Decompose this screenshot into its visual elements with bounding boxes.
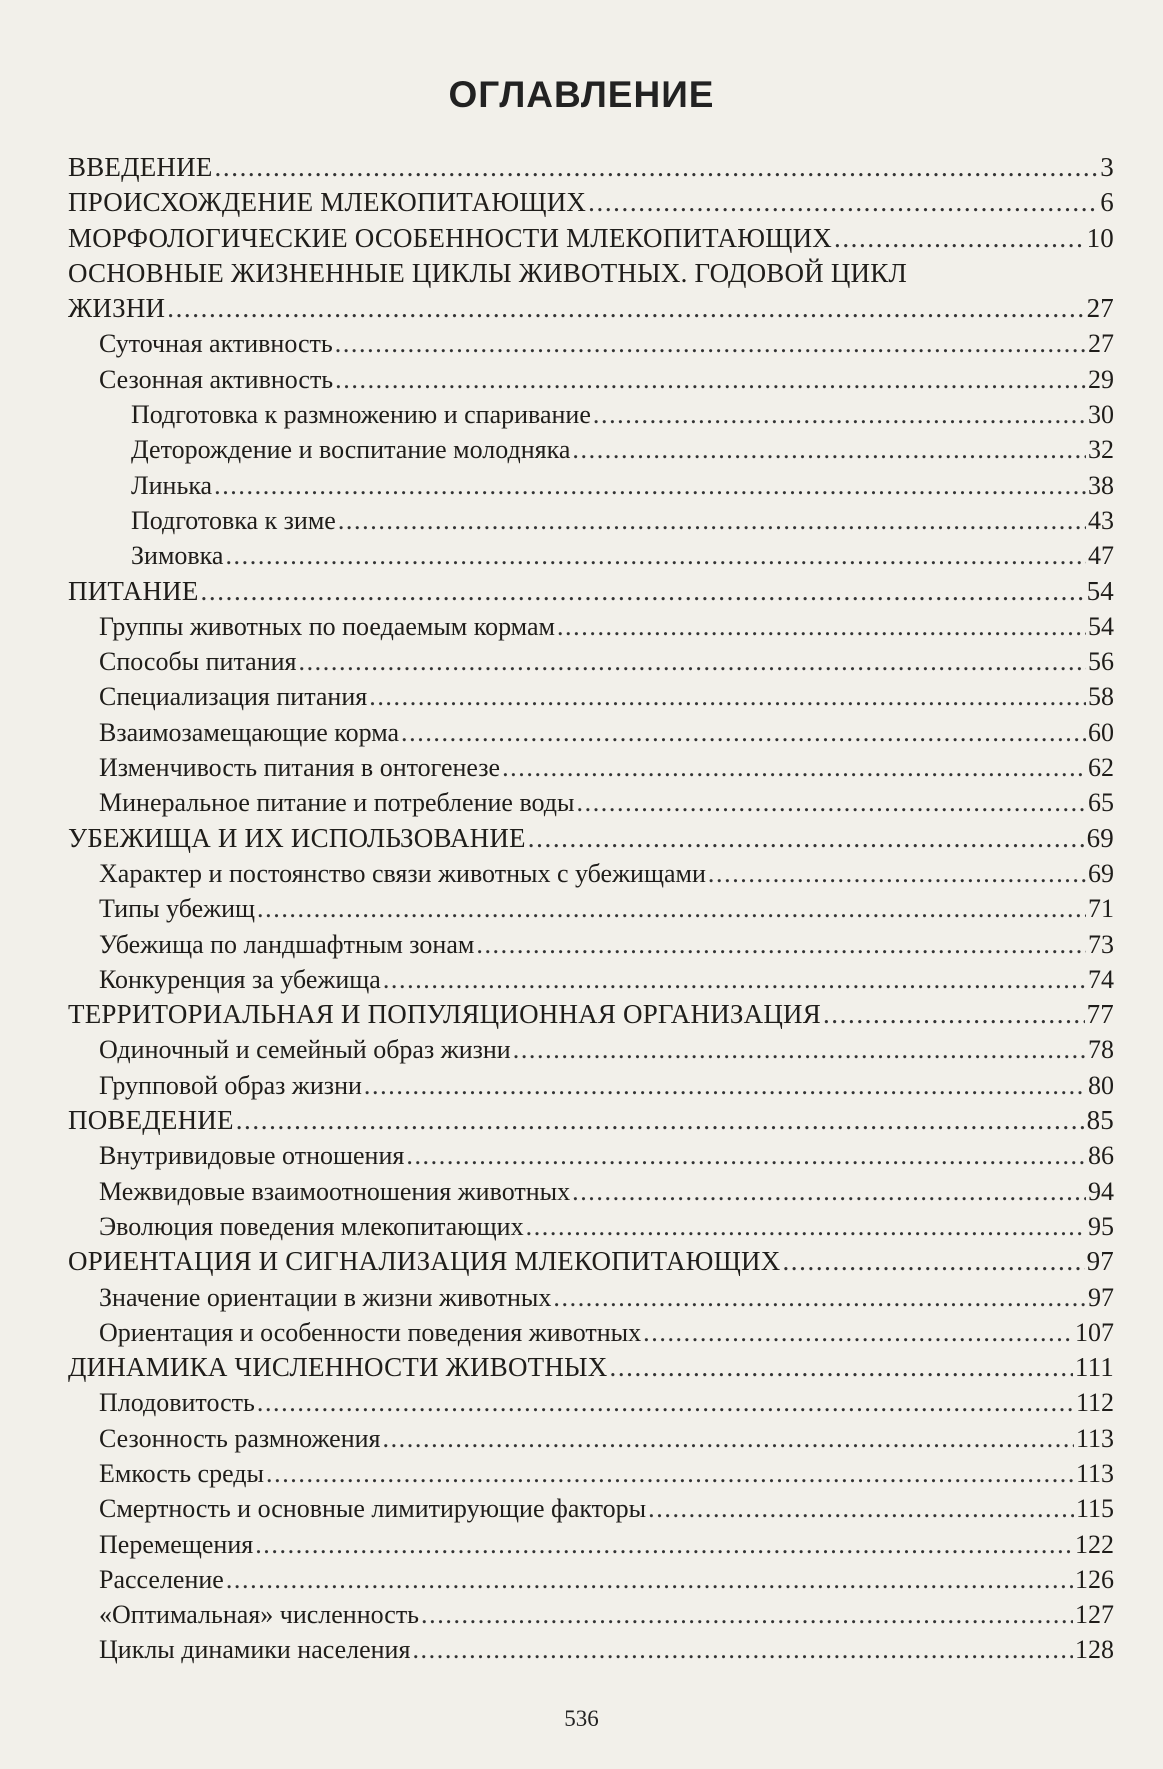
table-of-contents — [68, 150, 1114, 1668]
toc-entry[interactable] — [68, 326, 1114, 361]
toc-entry-page: 27 — [1088, 329, 1114, 359]
toc-entry[interactable] — [68, 997, 1114, 1032]
dot-leader — [266, 1456, 1074, 1491]
dot-leader — [823, 997, 1085, 1032]
toc-entry-page: 69 — [1086, 822, 1114, 853]
toc-entry-title: Плодовитость — [99, 1388, 255, 1418]
toc-entry-title: Группы животных по поедаемым кормам — [99, 611, 555, 641]
dot-leader — [214, 468, 1086, 503]
dot-leader — [502, 750, 1086, 785]
dot-leader — [557, 609, 1086, 644]
toc-entry-page: 29 — [1088, 364, 1114, 394]
dot-leader — [257, 1385, 1074, 1420]
dot-leader — [609, 1350, 1072, 1385]
toc-entry-title: Сезонность размножения — [99, 1423, 381, 1453]
toc-entry[interactable] — [68, 221, 1114, 256]
toc-entry[interactable] — [68, 750, 1114, 785]
toc-entry-title: Изменчивость питания в онтогенезе — [99, 753, 501, 783]
toc-entry-title: УБЕЖИЩА И ИХ ИСПОЛЬЗОВАНИЕ — [68, 822, 526, 853]
toc-entry-title: ДИНАМИКА ЧИСЛЕННОСТИ ЖИВОТНЫХ — [68, 1352, 608, 1383]
toc-entry[interactable] — [68, 856, 1114, 891]
toc-entry[interactable] — [68, 785, 1114, 820]
toc-entry-page: 86 — [1088, 1141, 1114, 1171]
dot-leader — [401, 715, 1086, 750]
dot-leader — [577, 785, 1087, 820]
toc-entry-title: Емкость среды — [99, 1458, 264, 1488]
toc-entry[interactable] — [68, 1103, 1114, 1138]
dot-leader — [335, 362, 1086, 397]
toc-entry-title: ОСНОВНЫЕ ЖИЗНЕННЫЕ ЦИКЛЫ ЖИВОТНЫХ. ГОДОВОЙ ЦИКЛ — [68, 257, 907, 288]
toc-entry[interactable] — [68, 468, 1114, 503]
toc-entry[interactable] — [68, 1209, 1114, 1244]
toc-entry-title: МОРФОЛОГИЧЕСКИЕ ОСОБЕННОСТИ МЛЕКОПИТАЮЩИХ — [68, 222, 832, 253]
toc-entry[interactable] — [68, 962, 1114, 997]
page-title: ОГЛАВЛЕНИЕ — [448, 74, 715, 115]
dot-leader — [421, 1597, 1073, 1632]
toc-entry[interactable] — [68, 927, 1114, 962]
toc-entry-page: 113 — [1075, 1423, 1114, 1453]
toc-entry-page: 128 — [1075, 1635, 1114, 1665]
dot-leader — [215, 150, 1099, 185]
toc-entry-page: 94 — [1088, 1176, 1114, 1206]
toc-entry-title: Внутривидовые отношения — [99, 1141, 405, 1171]
toc-entry-title: Линька — [131, 470, 213, 500]
toc-entry-page: 127 — [1075, 1600, 1114, 1630]
toc-entry-page: 115 — [1075, 1494, 1114, 1524]
toc-entry-page: 85 — [1086, 1105, 1114, 1136]
toc-entry[interactable] — [68, 715, 1114, 750]
toc-entry-title: Ориентация и особенности поведения животных — [99, 1317, 642, 1347]
toc-entry-title: Межвидовые взаимоотношения животных — [99, 1176, 571, 1206]
toc-entry-title: ОРИЕНТАЦИЯ И СИГНАЛИЗАЦИЯ МЛЕКОПИТАЮЩИХ — [68, 1246, 781, 1277]
toc-entry[interactable] — [68, 574, 1114, 609]
toc-entry[interactable] — [68, 1244, 1114, 1279]
dot-leader — [335, 326, 1086, 361]
toc-entry[interactable] — [68, 1491, 1114, 1526]
toc-entry-title: Циклы динамики населения — [99, 1635, 411, 1665]
toc-entry-title: Подготовка к размножению и спаривание — [131, 400, 591, 430]
toc-entry-page: 113 — [1075, 1458, 1114, 1488]
toc-entry-page: 95 — [1088, 1211, 1114, 1241]
toc-entry[interactable] — [68, 891, 1114, 926]
dot-leader — [226, 1562, 1073, 1597]
toc-entry-title: Значение ориентации в жизни животных — [99, 1282, 552, 1312]
toc-entry-title: Сезонная активность — [99, 364, 334, 394]
dot-leader — [513, 1032, 1086, 1067]
toc-entry-page: 126 — [1075, 1564, 1114, 1594]
toc-entry[interactable] — [68, 1456, 1114, 1491]
toc-entry-page: 30 — [1088, 400, 1114, 430]
toc-entry[interactable] — [68, 1315, 1114, 1350]
dot-leader — [708, 856, 1086, 891]
toc-entry[interactable] — [68, 1421, 1114, 1456]
toc-entry-page: 71 — [1088, 894, 1114, 924]
toc-entry-page: 62 — [1088, 753, 1114, 783]
toc-entry-title: Расселение — [99, 1564, 224, 1594]
dot-leader — [412, 1632, 1073, 1667]
toc-entry-page: 6 — [1100, 187, 1114, 218]
toc-entry[interactable] — [68, 397, 1114, 432]
toc-entry-title: «Оптимальная» численность — [99, 1600, 420, 1630]
toc-entry[interactable] — [68, 291, 1114, 326]
toc-entry-page: 80 — [1088, 1070, 1114, 1100]
toc-entry-title: Перемещения — [99, 1529, 254, 1559]
dot-leader — [572, 432, 1086, 467]
toc-entry[interactable] — [68, 538, 1114, 573]
toc-entry[interactable] — [68, 432, 1114, 467]
toc-entry-title: Типы убежищ — [99, 894, 256, 924]
toc-entry-title: ПИТАНИЕ — [68, 575, 199, 606]
toc-entry-page: 112 — [1075, 1388, 1114, 1418]
dot-leader — [298, 644, 1086, 679]
dot-leader — [364, 1068, 1086, 1103]
toc-entry-page: 97 — [1086, 1246, 1114, 1277]
dot-leader — [476, 927, 1086, 962]
toc-entry[interactable] — [68, 362, 1114, 397]
toc-entry-title: Зимовка — [131, 541, 224, 571]
dot-leader — [383, 962, 1086, 997]
dot-leader — [369, 679, 1086, 714]
dot-leader — [553, 1280, 1086, 1315]
toc-entry-title: Убежища по ландшафтным зонам — [99, 929, 475, 959]
toc-entry-page: 58 — [1088, 682, 1114, 712]
toc-entry-page: 10 — [1086, 222, 1114, 253]
dot-leader — [528, 821, 1085, 856]
toc-entry-title: Деторождение и воспитание молодняка — [131, 435, 571, 465]
toc-entry[interactable] — [68, 503, 1114, 538]
toc-entry-page: 43 — [1088, 505, 1114, 535]
toc-entry-page: 47 — [1088, 541, 1114, 571]
dot-leader — [406, 1138, 1086, 1173]
dot-leader — [526, 1209, 1086, 1244]
toc-entry[interactable] — [68, 644, 1114, 679]
toc-entry-page: 38 — [1088, 470, 1114, 500]
toc-entry-title: Подготовка к зиме — [131, 505, 336, 535]
toc-entry-title: Эволюция поведения млекопитающих — [99, 1211, 524, 1241]
toc-entry-title: Минеральное питание и потребление воды — [99, 788, 575, 818]
toc-entry[interactable] — [68, 609, 1114, 644]
dot-leader — [593, 397, 1086, 432]
dot-leader — [225, 538, 1086, 573]
toc-entry-title: Специализация питания — [99, 682, 368, 712]
toc-entry-page: 107 — [1075, 1317, 1114, 1347]
dot-leader — [338, 503, 1086, 538]
toc-entry-title: Групповой образ жизни — [99, 1070, 362, 1100]
dot-leader — [648, 1491, 1074, 1526]
toc-entry-title: Характер и постоянство связи животных с убежищами — [99, 858, 706, 888]
toc-entry-title: ПРОИСХОЖДЕНИЕ МЛЕКОПИТАЮЩИХ — [68, 187, 587, 218]
toc-entry-page: 73 — [1088, 929, 1114, 959]
toc-entry-title: Одиночный и семейный образ жизни — [99, 1035, 511, 1065]
toc-entry-page: 78 — [1088, 1035, 1114, 1065]
toc-entry-page: 69 — [1088, 858, 1114, 888]
toc-entry-title: ВВЕДЕНИЕ — [68, 152, 213, 182]
dot-leader — [167, 291, 1084, 326]
toc-entry[interactable] — [68, 1138, 1114, 1173]
dot-leader — [201, 574, 1085, 609]
toc-entry-page: 65 — [1088, 788, 1114, 818]
toc-entry[interactable] — [68, 1632, 1114, 1667]
toc-entry-title: ПОВЕДЕНИЕ — [68, 1105, 234, 1136]
toc-entry-title: Взаимозамещающие корма — [99, 717, 400, 747]
toc-entry[interactable] — [68, 1527, 1114, 1562]
toc-entry[interactable] — [68, 1385, 1114, 1420]
toc-entry-page: 111 — [1074, 1352, 1114, 1383]
toc-entry[interactable] — [68, 150, 1114, 185]
toc-entry-page: 97 — [1088, 1282, 1114, 1312]
toc-entry-page: 60 — [1088, 717, 1114, 747]
dot-leader — [382, 1421, 1073, 1456]
toc-entry[interactable] — [68, 1068, 1114, 1103]
toc-entry-title: Способы питания — [99, 647, 297, 677]
dot-leader — [643, 1315, 1073, 1350]
toc-entry[interactable] — [68, 1280, 1114, 1315]
toc-entry-title: ЖИЗНИ — [68, 293, 166, 324]
toc-entry[interactable] — [68, 1350, 1114, 1385]
toc-entry[interactable] — [68, 1597, 1114, 1632]
toc-entry-title: Смертность и основные лимитирующие факторы — [99, 1494, 647, 1524]
dot-leader — [257, 891, 1086, 926]
toc-entry[interactable] — [68, 1032, 1114, 1067]
toc-entry[interactable] — [68, 185, 1114, 220]
toc-entry[interactable] — [68, 679, 1114, 714]
dot-leader — [782, 1244, 1084, 1279]
toc-entry-page: 77 — [1086, 999, 1114, 1030]
toc-entry[interactable] — [68, 1562, 1114, 1597]
toc-entry-page: 122 — [1075, 1529, 1114, 1559]
dot-leader — [236, 1103, 1085, 1138]
toc-entry-page: 3 — [1100, 152, 1114, 182]
dot-leader — [572, 1174, 1086, 1209]
toc-entry[interactable] — [68, 821, 1114, 856]
page-number: 536 — [564, 1706, 599, 1731]
dot-leader — [255, 1527, 1073, 1562]
toc-entry-title: Суточная активность — [99, 329, 333, 359]
toc-entry-page: 32 — [1088, 435, 1114, 465]
toc-entry-page: 54 — [1088, 611, 1114, 641]
dot-leader — [834, 221, 1085, 256]
toc-entry-title: ТЕРРИТОРИАЛЬНАЯ И ПОПУЛЯЦИОННАЯ ОРГАНИЗАЦИЯ — [68, 999, 821, 1030]
toc-entry-page: 54 — [1086, 575, 1114, 606]
toc-entry-title: Конкуренция за убежища — [99, 964, 381, 994]
toc-entry-page: 27 — [1086, 293, 1114, 324]
toc-entry-page: 74 — [1088, 964, 1114, 994]
toc-entry[interactable] — [68, 1174, 1114, 1209]
toc-entry-label-line — [68, 256, 1114, 291]
toc-entry-page: 56 — [1088, 647, 1114, 677]
dot-leader — [588, 185, 1098, 220]
